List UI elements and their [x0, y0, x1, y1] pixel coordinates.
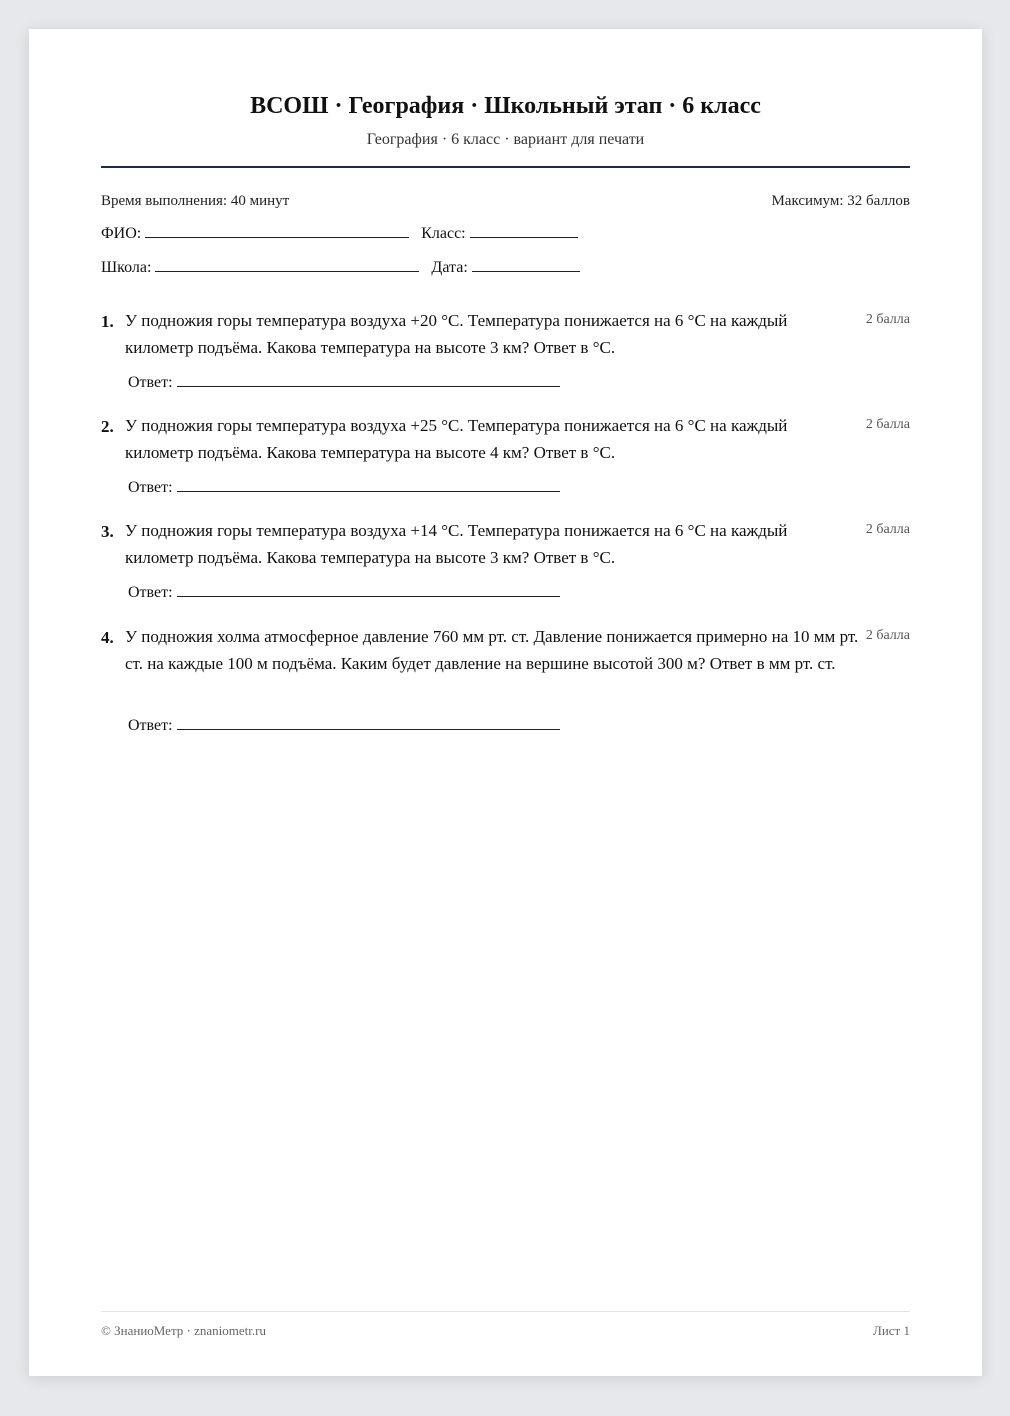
question-number: 2.	[101, 417, 114, 436]
question-number: 3.	[101, 522, 114, 541]
page-footer	[101, 1323, 910, 1339]
question-points: 2 балла	[865, 312, 910, 327]
question-points: 2 балла	[865, 522, 910, 537]
answer-label: Ответ:	[128, 479, 173, 496]
exam-meta	[101, 193, 910, 210]
fio-label: ФИО:	[101, 225, 142, 242]
answer-row	[128, 374, 560, 392]
max-score: Максимум: 32 баллов	[771, 193, 910, 209]
page-subtitle: География · 6 класс · вариант для печати	[366, 131, 645, 148]
date-label: Дата:	[431, 259, 468, 276]
fio-class-row	[101, 225, 578, 243]
school-line[interactable]	[155, 270, 419, 272]
question-points: 2 балла	[865, 628, 910, 643]
question-number: 4.	[101, 628, 114, 647]
answer-row	[128, 584, 560, 602]
sheet-number: Лист 1	[873, 1323, 910, 1338]
footer-divider	[101, 1311, 910, 1312]
answer-line[interactable]	[177, 595, 560, 597]
question-text: У подножия горы температура воздуха +14 °C. Температура понижается на 6 °C на каждый километр подъёма. Какова температура на высоте 3 км? Ответ в °C.	[125, 521, 788, 567]
class-label: Класс:	[421, 225, 466, 242]
question-text: У подножия горы температура воздуха +25 °C. Температура понижается на 6 °C на каждый километр подъёма. Какова температура на высоте 4 км? Ответ в °C.	[125, 416, 788, 462]
answer-line[interactable]	[177, 490, 560, 492]
date-line[interactable]	[472, 270, 580, 272]
question-points: 2 балла	[865, 417, 910, 432]
fio-line[interactable]	[145, 236, 409, 238]
header-divider	[101, 166, 910, 168]
answer-row	[128, 479, 560, 497]
time-limit: Время выполнения: 40 минут	[101, 193, 290, 209]
answer-line[interactable]	[177, 728, 560, 730]
page-title: ВСОШ · География · Школьный этап · 6 класс	[250, 93, 761, 119]
answer-label: Ответ:	[128, 584, 173, 601]
footer-copyright: © ЗнаниоМетр · znaniometr.ru	[101, 1323, 266, 1338]
answer-row	[128, 717, 560, 735]
answer-line[interactable]	[177, 385, 560, 387]
school-label: Школа:	[101, 259, 152, 276]
question-number: 1.	[101, 312, 114, 331]
question-text: У подножия холма атмосферное давление 760 мм рт. ст. Давление понижается примерно на 10 мм рт. ст. на каждые 100 м подъёма. Каким будет давление на вершине высотой 300 м? Ответ в мм рт. ст.	[125, 627, 859, 673]
school-date-row	[101, 259, 580, 277]
page-content	[101, 29, 910, 1376]
question-text: У подножия горы температура воздуха +20 °C. Температура понижается на 6 °C на каждый километр подъёма. Какова температура на высоте 3 км? Ответ в °C.	[125, 311, 788, 357]
answer-label: Ответ:	[128, 374, 173, 391]
answer-label: Ответ:	[128, 717, 173, 734]
document-page	[29, 29, 982, 1376]
class-line[interactable]	[470, 236, 578, 238]
